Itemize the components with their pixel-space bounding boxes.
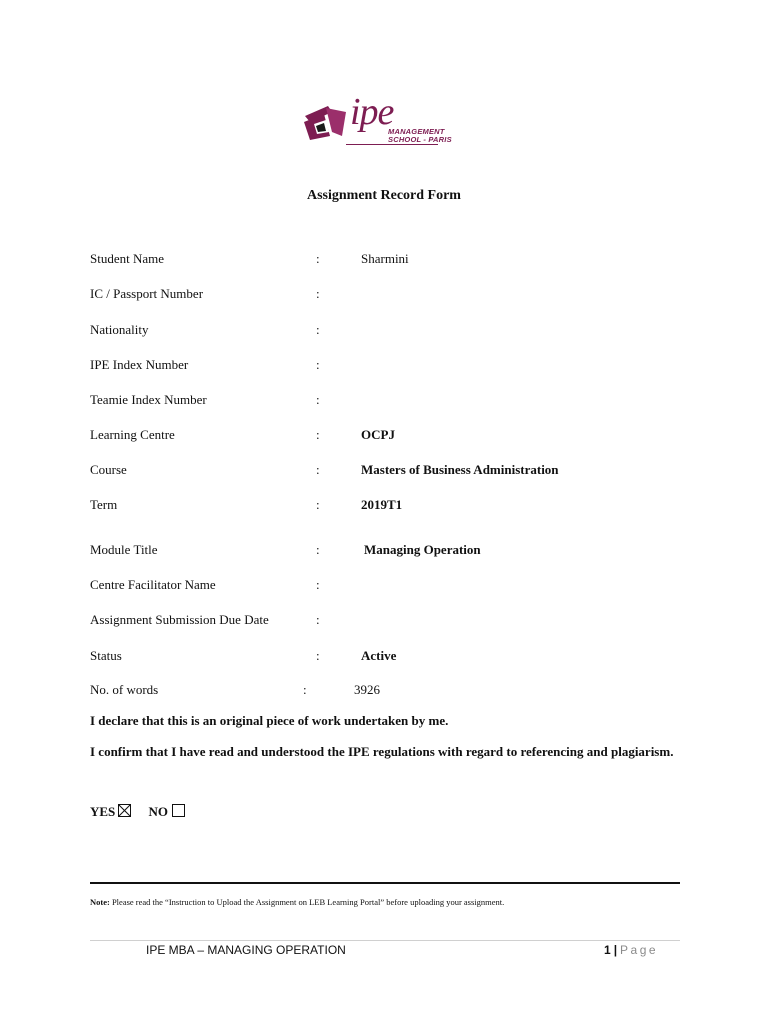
yes-no-selection xyxy=(90,803,185,821)
ipe-logo-line1: MANAGEMENT xyxy=(388,127,445,136)
field-label: Centre Facilitator Name xyxy=(90,577,216,592)
field-label: Nationality xyxy=(90,322,149,337)
field-colon: : xyxy=(316,542,320,557)
yes-checkbox[interactable] xyxy=(118,804,131,817)
note-divider xyxy=(90,882,680,884)
field-colon: : xyxy=(303,682,307,697)
declaration-regulations: I confirm that I have read and understood the IPE regulations with regard to referencing and plagiarism. xyxy=(90,744,674,759)
field-colon: : xyxy=(316,322,320,337)
field-label: Assignment Submission Due Date xyxy=(90,612,269,627)
field-value: Active xyxy=(361,648,397,663)
field-value: 3926 xyxy=(354,682,380,697)
field-colon: : xyxy=(316,357,320,372)
form-title: Assignment Record Form xyxy=(307,188,461,203)
ipe-logo-mark-icon xyxy=(302,102,348,142)
ipe-logo xyxy=(302,91,452,148)
upload-note xyxy=(90,897,504,907)
field-label: IPE Index Number xyxy=(90,357,189,372)
footer-title: IPE MBA – MANAGING OPERATION xyxy=(146,943,346,957)
no-label: NO xyxy=(148,804,169,819)
footer-divider xyxy=(90,940,680,941)
field-value: OCPJ xyxy=(361,427,395,442)
page-word: Page xyxy=(620,943,659,957)
field-value: Masters of Business Administration xyxy=(361,462,559,477)
field-colon: : xyxy=(316,427,320,442)
ipe-logo-wordmark: ipe xyxy=(350,91,394,133)
ipe-logo-line2: SCHOOL - PARIS xyxy=(388,135,452,144)
field-label: Course xyxy=(90,462,127,477)
ipe-logo-underline xyxy=(346,144,438,145)
page-separator: | xyxy=(613,943,618,957)
field-label: Status xyxy=(90,648,122,663)
field-colon: : xyxy=(316,286,320,301)
field-label: Student Name xyxy=(90,251,165,266)
no-checkbox[interactable] xyxy=(172,804,185,817)
note-text: Please read the “Instruction to Upload the Assignment on LEB Learning Portal” before uploading your assignment. xyxy=(111,897,505,907)
field-colon: : xyxy=(316,392,320,407)
page-indicator xyxy=(604,943,658,957)
field-label: Learning Centre xyxy=(90,427,175,442)
field-label: Module Title xyxy=(90,542,158,557)
field-colon: : xyxy=(316,612,320,627)
field-value: Sharmini xyxy=(361,251,409,266)
page-number: 1 xyxy=(604,943,611,957)
field-label: No. of words xyxy=(90,682,159,697)
field-colon: : xyxy=(316,577,320,592)
note-label: Note: xyxy=(90,897,110,907)
field-label: Teamie Index Number xyxy=(90,392,207,407)
yes-label: YES xyxy=(90,804,116,819)
field-label: Term xyxy=(90,497,118,512)
field-value: 2019T1 xyxy=(361,497,403,512)
declaration-original-work: I declare that this is an original piece of work undertaken by me. xyxy=(90,713,449,728)
field-value: Managing Operation xyxy=(364,542,481,557)
checked-x-icon xyxy=(119,805,130,816)
field-colon: : xyxy=(316,251,320,266)
field-colon: : xyxy=(316,648,320,663)
field-colon: : xyxy=(316,462,320,477)
field-label: IC / Passport Number xyxy=(90,286,204,301)
field-colon: : xyxy=(316,497,320,512)
